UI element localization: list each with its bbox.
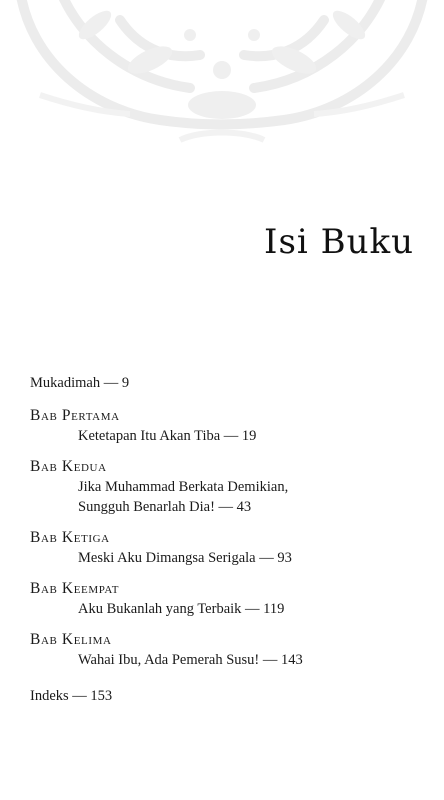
chapter-label: Bab Kedua	[30, 458, 107, 475]
toc-chapter-4	[30, 579, 420, 619]
toc-chapter-1	[30, 406, 420, 446]
toc-chapter-5	[30, 630, 420, 670]
floral-ornament	[0, 0, 444, 150]
chapter-label: Bab Keempat	[30, 580, 120, 597]
toc-entry[interactable]: Ketetapan Itu Akan Tiba — 19	[78, 428, 257, 444]
page-title: Isi Buku	[264, 222, 414, 262]
chapter-label: Bab Pertama	[30, 407, 120, 424]
toc-intro[interactable]: Mukadimah — 9	[30, 375, 130, 391]
toc-chapter-2	[30, 457, 420, 517]
toc-index[interactable]: Indeks — 153	[30, 688, 113, 704]
toc-entry[interactable]: Jika Muhammad Berkata Demikian,	[78, 479, 289, 495]
toc-entry[interactable]: Sungguh Benarlah Dia! — 43	[78, 499, 252, 515]
toc-chapter-3	[30, 528, 420, 568]
table-of-contents	[30, 373, 420, 706]
toc-entry[interactable]: Aku Bukanlah yang Terbaik — 119	[78, 601, 285, 617]
toc-entry[interactable]: Wahai Ibu, Ada Pemerah Susu! — 143	[78, 652, 303, 668]
chapter-label: Bab Kelima	[30, 631, 112, 648]
chapter-label: Bab Ketiga	[30, 529, 110, 546]
toc-entry[interactable]: Meski Aku Dimangsa Serigala — 93	[78, 550, 292, 566]
